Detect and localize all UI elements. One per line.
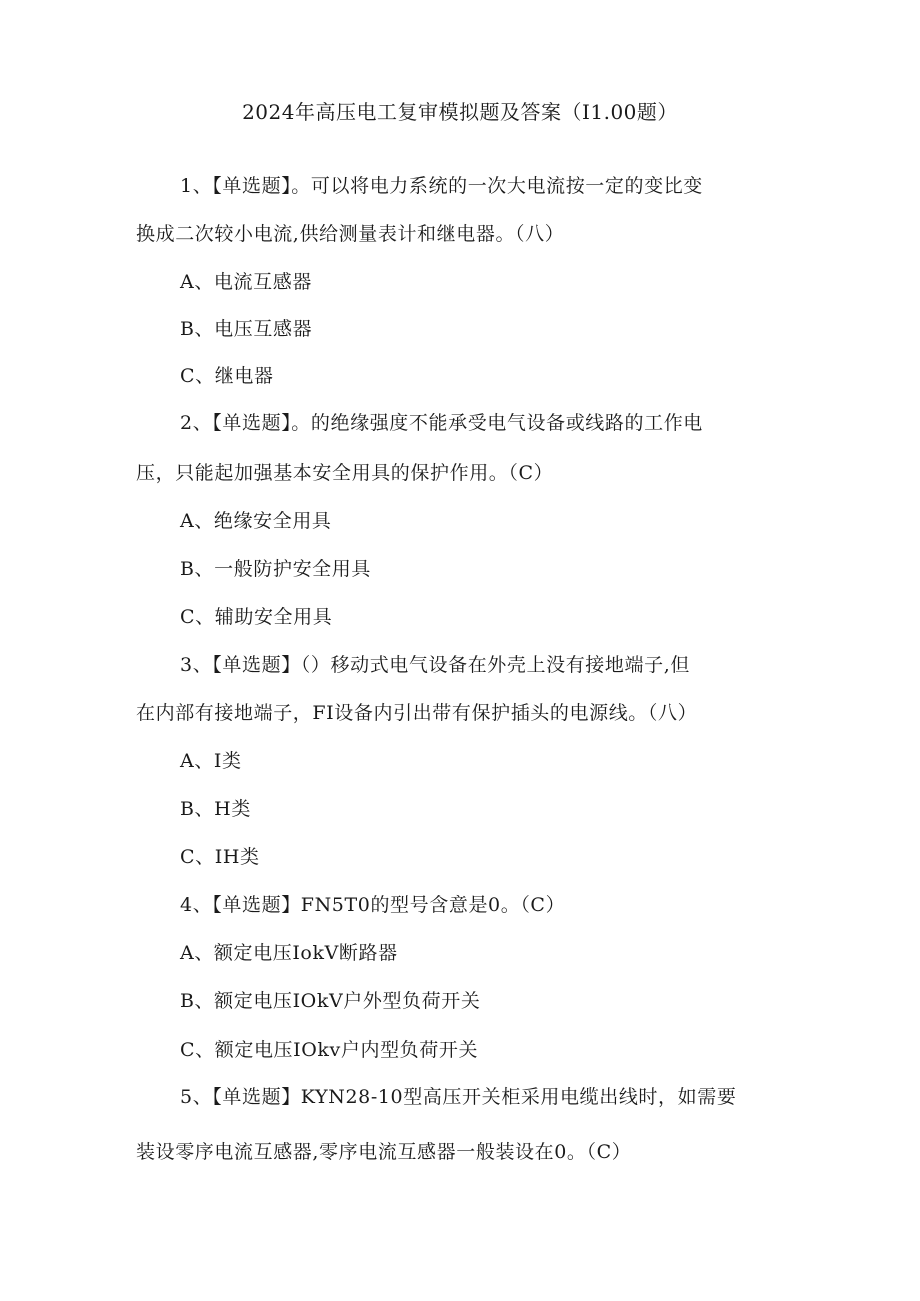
question-5-line-1: 5、【单选题】KYN28-10型高压开关柜采用电缆出线时，如需要 <box>180 1086 737 1108</box>
question-3-option-c: C、IH类 <box>180 846 260 868</box>
question-3-option-a: A、I类 <box>180 750 242 772</box>
question-1-option-b: B、电压互感器 <box>180 318 313 340</box>
question-4-line-1: 4、【单选题】FN5T0的型号含意是0。（C） <box>180 894 566 916</box>
question-4-option-b: B、额定电压IOkV户外型负荷开关 <box>180 990 481 1012</box>
question-3-line-1: 3、【单选题】（）移动式电气设备在外壳上没有接地端子,但 <box>180 654 690 676</box>
question-2-option-a: A、绝缘安全用具 <box>180 510 332 532</box>
question-1-line-1: 1、【单选题】。可以将电力系统的一次大电流按一定的变比变 <box>180 175 703 197</box>
question-1-option-a: A、电流互感器 <box>180 271 312 293</box>
question-2-line-2: 压，只能起加强基本安全用具的保护作用。（C） <box>136 462 554 484</box>
question-2-option-b: B、一般防护安全用具 <box>180 558 371 580</box>
question-2-option-c: C、辅助安全用具 <box>180 606 333 628</box>
document-title: 2024年高压电工复审模拟题及答案（I1.00题） <box>242 100 678 124</box>
question-1-line-2: 换成二次较小电流,供给测量表计和继电器。（八） <box>136 223 565 245</box>
question-5-line-2: 装设零序电流互感器,零序电流互感器一般装设在0。（C） <box>136 1141 632 1163</box>
question-4-option-a: A、额定电压IokV断路器 <box>180 942 398 964</box>
question-1-option-c: C、继电器 <box>180 365 274 387</box>
question-4-option-c: C、额定电压IOkv户内型负荷开关 <box>180 1039 479 1061</box>
question-2-line-1: 2、【单选题】。的绝缘强度不能承受电气设备或线路的工作电 <box>180 412 703 434</box>
question-3-option-b: B、H类 <box>180 798 251 820</box>
question-3-line-2: 在内部有接地端子，FI设备内引出带有保护插头的电源线。（八） <box>136 702 698 724</box>
